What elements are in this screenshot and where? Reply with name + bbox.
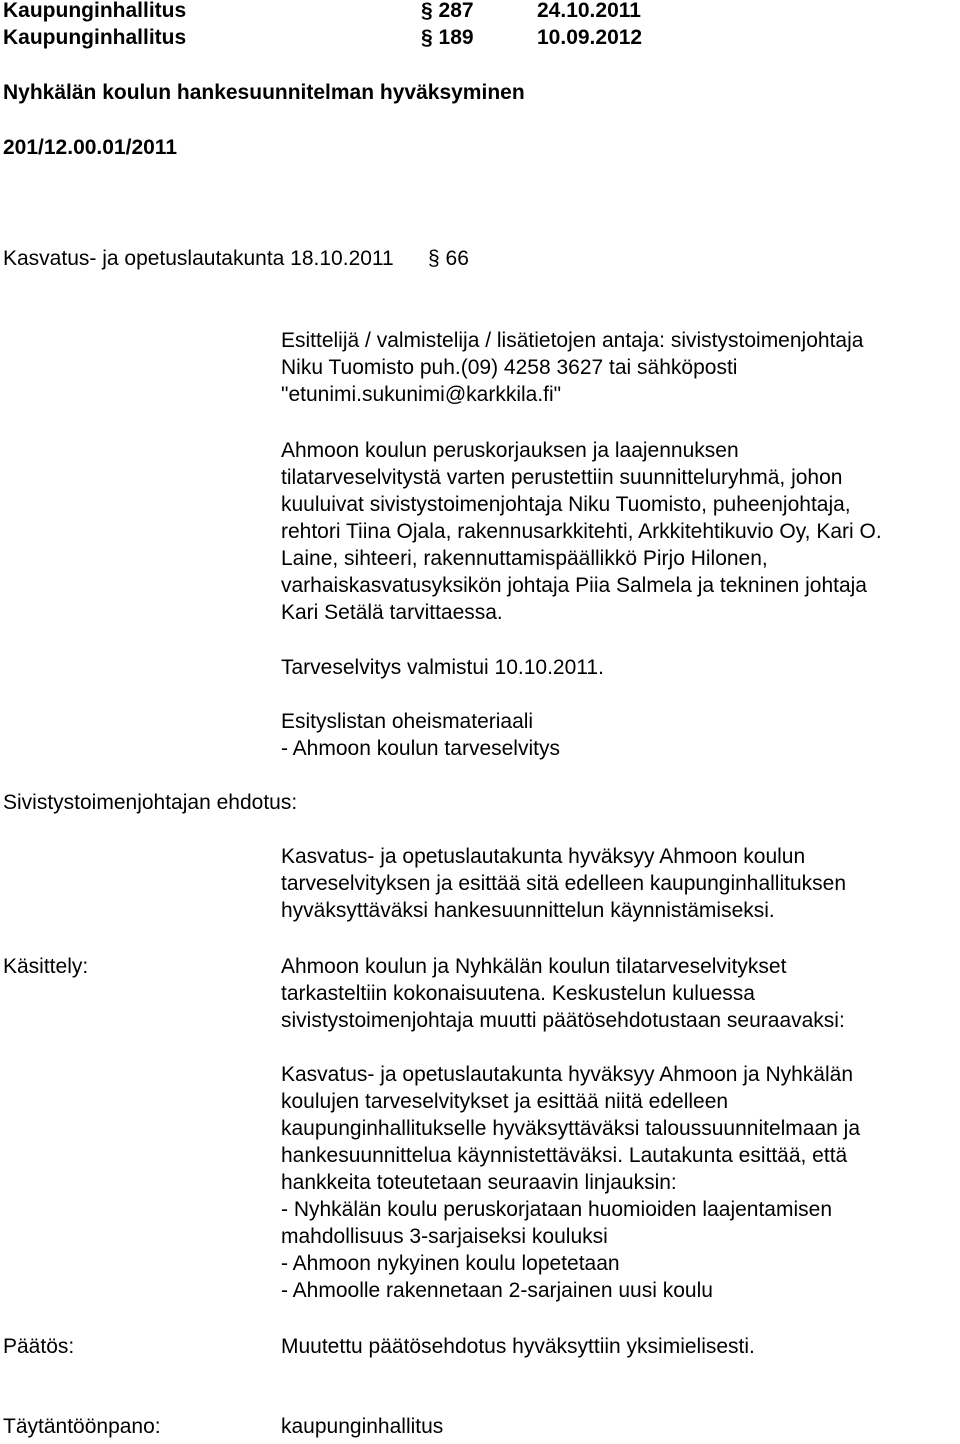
proposal-line: Kasvatus- ja opetuslautakunta hyväksyy Ahmoon koulun bbox=[281, 845, 806, 868]
background-line: Kari Setälä tarvittaessa. bbox=[281, 601, 503, 624]
completed-line: Tarveselvitys valmistui 10.10.2011. bbox=[281, 656, 604, 679]
proposal-line: tarveselvityksen ja esittää sitä edelleen kaupunginhallituksen bbox=[281, 872, 847, 895]
amended-line: mahdollisuus 3-sarjaiseksi kouluksi bbox=[281, 1225, 608, 1248]
header-section-1: § 287 bbox=[421, 0, 474, 22]
implementation-text: kaupunginhallitus bbox=[281, 1415, 444, 1438]
prior-handling-body: Kasvatus- ja opetuslautakunta 18.10.2011 bbox=[3, 247, 394, 270]
background-line: Laine, sihteeri, rakennuttamispäällikkö Pirjo Hilonen, bbox=[281, 547, 768, 570]
amended-line: kaupunginhallitukselle hyväksyttäväksi taloussuunnitelmaan ja bbox=[281, 1117, 861, 1140]
handling-line: sivistystoimenjohtaja muutti päätösehdotustaan seuraavaksi: bbox=[281, 1009, 845, 1032]
presenter-line: Esittelijä / valmistelija / lisätietojen antaja: sivistystoimenjohtaja bbox=[281, 329, 864, 352]
handling-line: tarkasteltiin kokonaisuutena. Keskustelun kuluessa bbox=[281, 982, 755, 1005]
amended-line: koulujen tarveselvitykset ja esittää niitä edelleen bbox=[281, 1090, 729, 1113]
proposal-line: hyväksyttäväksi hankesuunnittelun käynnistämiseksi. bbox=[281, 899, 775, 922]
amended-proposal-paragraph bbox=[281, 1061, 951, 1304]
amended-line: Kasvatus- ja opetuslautakunta hyväksyy Ahmoon ja Nyhkälän bbox=[281, 1063, 853, 1086]
presenter-block bbox=[281, 327, 951, 408]
proposal-paragraph bbox=[281, 843, 951, 924]
header-section-2: § 189 bbox=[421, 26, 474, 49]
proposal-label: Sivistystoimenjohtajan ehdotus: bbox=[3, 791, 298, 814]
handling-paragraph bbox=[281, 953, 951, 1034]
amended-line: hankkeita toteutetaan seuraavin linjauksin: bbox=[281, 1171, 677, 1194]
background-line: varhaiskasvatusyksikön johtaja Piia Salmela ja tekninen johtaja bbox=[281, 574, 867, 597]
header-body-2: Kaupunginhallitus bbox=[3, 26, 187, 49]
background-line: rehtori Tiina Ojala, rakennusarkkitehti, Arkkitehtikuvio Oy, Kari O. bbox=[281, 520, 882, 543]
header-date-1: 24.10.2011 bbox=[537, 0, 641, 22]
presenter-line: Niku Tuomisto puh.(09) 4258 3627 tai sähköposti bbox=[281, 356, 738, 379]
amended-line: - Ahmoon nykyinen koulu lopetetaan bbox=[281, 1252, 620, 1275]
diary-number: 201/12.00.01/2011 bbox=[3, 136, 178, 159]
page-title: Nyhkälän koulun hankesuunnitelman hyväksyminen bbox=[3, 81, 525, 104]
background-line: kuuluivat sivistystoimenjohtaja Niku Tuomisto, puheenjohtaja, bbox=[281, 493, 851, 516]
prior-handling-section: § 66 bbox=[428, 247, 469, 270]
decision-label: Päätös: bbox=[3, 1335, 75, 1358]
attachment-line: - Ahmoon koulun tarveselvitys bbox=[281, 737, 560, 760]
header-body-1: Kaupunginhallitus bbox=[3, 0, 187, 22]
amended-line: - Ahmoolle rakennetaan 2-sarjainen uusi koulu bbox=[281, 1279, 713, 1302]
background-line: Ahmoon koulun peruskorjauksen ja laajennuksen bbox=[281, 439, 739, 462]
presenter-line: "etunimi.sukunimi@karkkila.fi" bbox=[281, 383, 562, 406]
completed-paragraph bbox=[281, 654, 951, 681]
amended-line: - Nyhkälän koulu peruskorjataan huomioiden laajentamisen bbox=[281, 1198, 832, 1221]
header-date-2: 10.09.2012 bbox=[537, 26, 643, 49]
attachments-paragraph bbox=[281, 708, 951, 762]
background-paragraph bbox=[281, 437, 951, 626]
amended-line: hankesuunnittelua käynnistettäväksi. Lautakunta esittää, että bbox=[281, 1144, 848, 1167]
background-line: tilatarveselvitystä varten perustettiin suunnitteluryhmä, johon bbox=[281, 466, 843, 489]
handling-line: Ahmoon koulun ja Nyhkälän koulun tilatarveselvitykset bbox=[281, 955, 787, 978]
handling-label: Käsittely: bbox=[3, 955, 89, 978]
implementation-label: Täytäntöönpano: bbox=[3, 1415, 161, 1438]
decision-text: Muutettu päätösehdotus hyväksyttiin yksimielisesti. bbox=[281, 1335, 755, 1358]
attachment-line: Esityslistan oheismateriaali bbox=[281, 710, 534, 733]
